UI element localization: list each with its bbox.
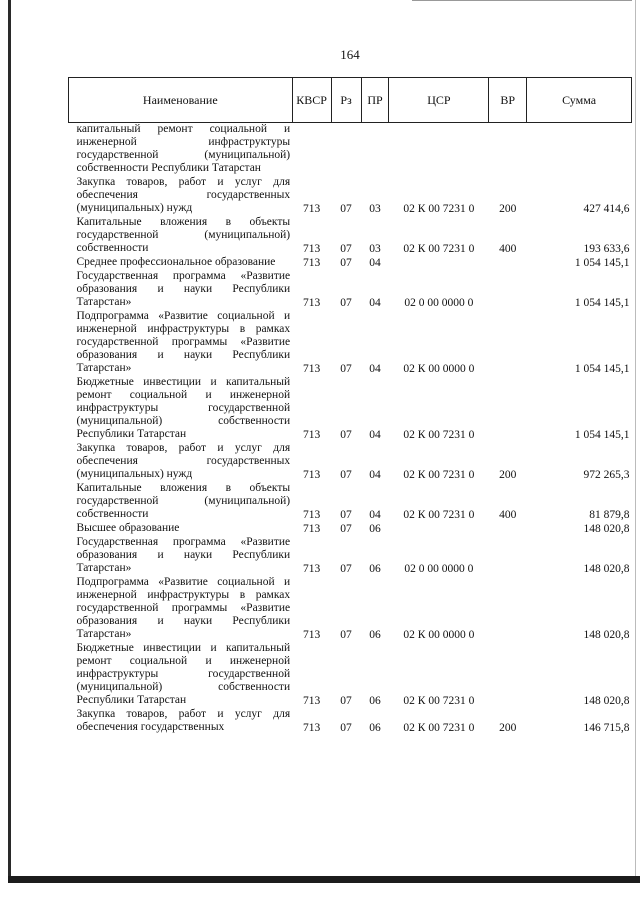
scan-bottom-edge [8,876,640,883]
cell-pr: 04 [369,297,381,309]
cell-pr: 06 [369,695,381,707]
cell-name: капитальный ремонт социальной и инженерной инфраструктуры государственной (муниципальной) собственности Республики Татарстан [76,123,291,174]
cell-kvsr: 713 [302,257,321,269]
cell-name: Государственная программа «Развитие образования и науки Республики Татарстан» [76,536,291,574]
table-row [69,176,632,216]
cell-kvsr: 713 [302,469,321,481]
cell-kvsr: 713 [302,429,321,441]
cell-pr: 04 [369,257,381,269]
cell-vr: 200 [499,722,517,734]
cell-name: Бюджетные инвестиции и капитальный ремонт социальной и инженерной инфраструктуры государственной (муниципальной) собственности Республики Татарстан [76,642,291,706]
cell-sum: 148 020,8 [583,563,630,575]
budget-table [68,77,632,735]
cell-rz: 07 [340,469,352,481]
cell-kvsr [292,123,331,177]
cell-csr: 02 К 00 7231 0 [403,469,475,481]
cell-name: Закупка товаров, работ и услуг для обеспечения государственных (муниципальных) нужд [76,176,291,214]
cell-pr: 03 [369,243,381,255]
cell-rz: 07 [340,363,352,375]
scan-top-edge [412,0,632,1]
cell-pr: 04 [369,363,381,375]
table-row [69,376,632,442]
cell-vr [489,522,527,536]
cell-csr [389,256,489,270]
table-row [69,536,632,576]
scan-left-edge [8,0,11,880]
cell-pr: 04 [369,509,381,521]
table-row [69,123,632,177]
cell-vr [489,536,527,576]
cell-sum: 193 633,6 [583,243,630,255]
cell-name: Высшее образование [76,522,180,534]
cell-pr: 06 [369,629,381,641]
cell-csr: 02 К 00 7231 0 [403,203,475,215]
header-sum: Сумма [527,78,632,123]
cell-rz: 07 [340,257,352,269]
cell-kvsr: 713 [302,563,321,575]
table-header-row [69,78,632,123]
cell-pr: 04 [369,469,381,481]
table-row [69,256,632,270]
cell-pr: 03 [369,203,381,215]
cell-csr: 02 К 00 7231 0 [403,695,475,707]
cell-csr [389,522,489,536]
cell-vr [489,576,527,642]
cell-rz: 07 [340,722,352,734]
table-row [69,270,632,310]
cell-sum: 972 265,3 [583,469,630,481]
cell-sum: 1 054 145,1 [574,297,630,309]
cell-rz: 07 [340,203,352,215]
cell-name: Государственная программа «Развитие образования и науки Республики Татарстан» [76,270,291,308]
cell-kvsr: 713 [302,509,321,521]
cell-vr: 400 [499,243,517,255]
cell-sum: 148 020,8 [583,695,630,707]
cell-sum: 1 054 145,1 [574,257,630,269]
cell-csr: 02 К 00 7231 0 [403,243,475,255]
cell-vr: 200 [499,469,517,481]
cell-rz: 07 [340,563,352,575]
cell-kvsr: 713 [302,722,321,734]
table-row [69,576,632,642]
cell-name: Капитальные вложения в объекты государственной (муниципальной) собственности [76,482,291,520]
cell-csr [389,123,489,177]
cell-name: Закупка товаров, работ и услуг для обеспечения государственных [76,708,291,733]
cell-sum: 148 020,8 [583,523,630,535]
cell-csr: 02 К 00 7231 0 [403,429,475,441]
cell-name: Закупка товаров, работ и услуг для обеспечения государственных (муниципальных) нужд [76,442,291,480]
cell-kvsr: 713 [302,203,321,215]
cell-kvsr: 713 [302,363,321,375]
table-row [69,310,632,376]
header-pr: ПР [361,78,389,123]
cell-csr: 02 К 00 0000 0 [403,363,475,375]
table-row [69,442,632,482]
cell-name: Подпрограмма «Развитие социальной и инженерной инфраструктуры в рамках государственной программы «Развитие образования и науки Республики Татарстан» [76,576,291,640]
cell-vr: 400 [499,509,517,521]
cell-sum: 1 054 145,1 [574,429,630,441]
cell-rz: 07 [340,523,352,535]
cell-pr: 06 [369,722,381,734]
cell-rz: 07 [340,429,352,441]
cell-kvsr: 713 [302,695,321,707]
cell-csr: 02 0 00 0000 0 [404,563,474,575]
cell-rz: 07 [340,509,352,521]
cell-kvsr: 713 [302,523,321,535]
cell-name: Подпрограмма «Развитие социальной и инженерной инфраструктуры в рамках государственной программы «Развитие образования и науки Республики Татарстан» [76,310,291,374]
header-vr: ВР [489,78,527,123]
cell-vr [489,256,527,270]
cell-name: Бюджетные инвестиции и капитальный ремонт социальной и инженерной инфраструктуры государственной (муниципальной) собственности Республики Татарстан [76,376,291,440]
scan-right-edge [635,0,636,880]
cell-sum: 1 054 145,1 [574,363,630,375]
table-row [69,708,632,735]
cell-vr [489,376,527,442]
header-csr: ЦСР [389,78,489,123]
header-name: Наименование [69,78,293,123]
header-rz: Рз [331,78,361,123]
cell-name: Капитальные вложения в объекты государственной (муниципальной) собственности [76,216,291,254]
cell-kvsr: 713 [302,297,321,309]
cell-rz: 07 [340,629,352,641]
cell-rz: 07 [340,695,352,707]
cell-vr [489,642,527,708]
cell-sum: 146 715,8 [583,722,630,734]
table-row [69,482,632,522]
cell-sum: 427 414,6 [583,203,630,215]
table-row [69,216,632,256]
cell-csr: 02 К 00 7231 0 [403,722,475,734]
table-row [69,522,632,536]
cell-rz [331,123,361,177]
cell-csr: 02 0 00 0000 0 [404,297,474,309]
cell-pr: 06 [369,523,381,535]
cell-csr: 02 К 00 7231 0 [403,509,475,521]
cell-vr [489,123,527,177]
cell-kvsr: 713 [302,243,321,255]
cell-rz: 07 [340,243,352,255]
cell-vr [489,310,527,376]
cell-vr: 200 [499,203,517,215]
cell-sum: 81 879,8 [589,509,630,521]
cell-pr: 04 [369,429,381,441]
cell-vr [489,270,527,310]
cell-pr: 06 [369,563,381,575]
header-kvsr: КВСР [292,78,331,123]
cell-sum: 148 020,8 [583,629,630,641]
cell-kvsr: 713 [302,629,321,641]
cell-csr: 02 К 00 0000 0 [403,629,475,641]
table-row [69,642,632,708]
cell-name: Среднее профессиональное образование [76,256,276,268]
cell-sum [527,123,632,177]
cell-pr [361,123,389,177]
cell-rz: 07 [340,297,352,309]
page-number: 164 [340,47,360,62]
